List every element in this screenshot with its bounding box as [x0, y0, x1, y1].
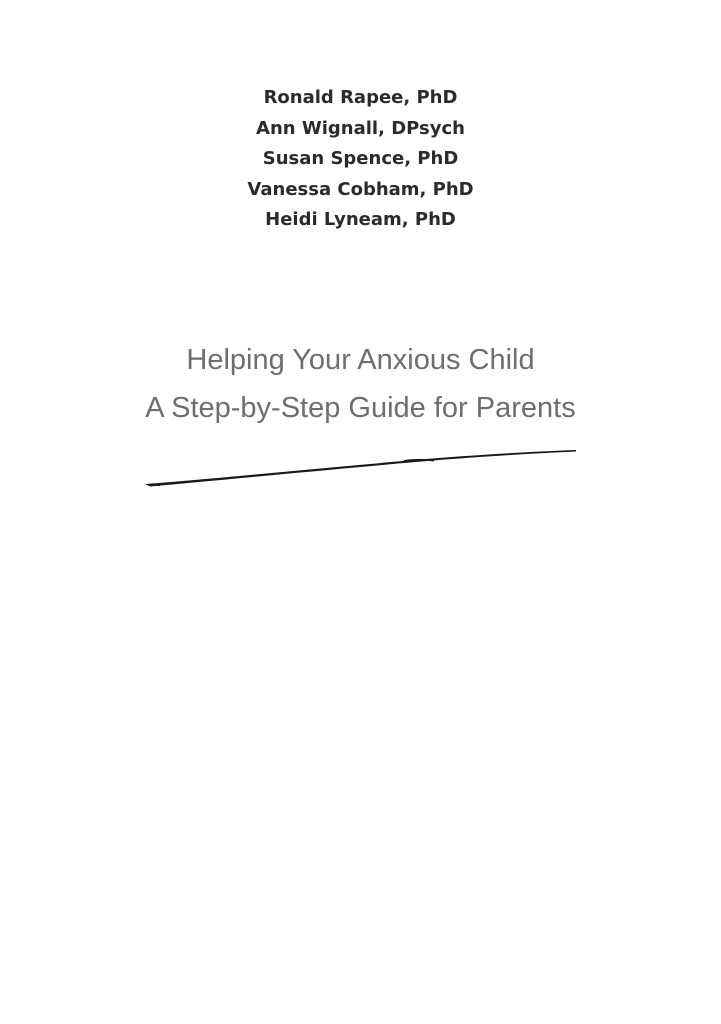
book-title-line-2: A Step-by-Step Guide for Parents — [145, 392, 576, 424]
author-name: Ann Wignall, DPsych — [256, 117, 465, 139]
book-title-line-1: Helping Your Anxious Child — [186, 344, 535, 376]
author-name: Heidi Lyneam, PhD — [265, 209, 456, 230]
author-name: Susan Spence, PhD — [262, 148, 459, 169]
author-name: Ronald Rapee, PhD — [263, 87, 458, 108]
author-list — [0, 83, 721, 236]
author-name: Vanessa Cobham, PhD — [247, 178, 474, 200]
book-title — [0, 336, 721, 432]
decorative-brush-rule — [140, 440, 585, 496]
